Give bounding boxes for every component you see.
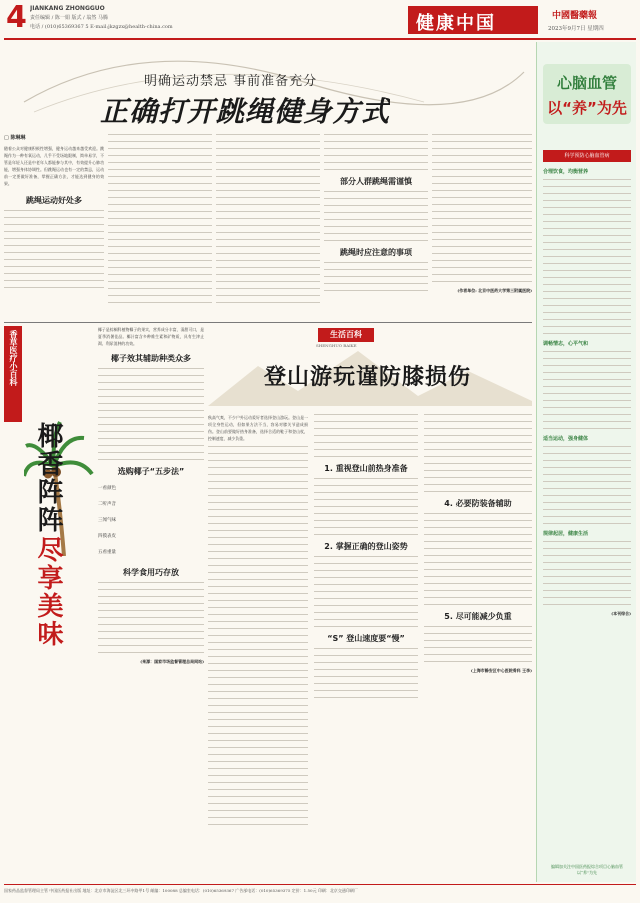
vertical-tag-text: 香草医疗小百科 (9, 330, 18, 386)
exercise-title: 跳绳运动好处多 (26, 196, 82, 205)
col-5 (432, 134, 532, 320)
intro-text: 随着公众对健康积极性增强，健身运动越来越受欢迎。跳绳作为一种有氧运动，几乎不受场地限制，简单易学，不管是年轻人还是中老年人都能参与其中，有效提升心肺功能，增强身体协调性。但跳绳运动也有一定的禁忌，运动前一定要做好准备，掌握正确方法，才能达到健身的效果。 (4, 146, 104, 186)
sidebar-item-1: 合理饮食，均衡营养 (543, 169, 589, 175)
hiking-sub-5: 5. 尽可能减少负重 (444, 612, 512, 621)
col-1 (4, 134, 104, 320)
col-3 (216, 134, 320, 320)
hiking-sub-1: 1. 重视登山前热身准备 (324, 464, 408, 473)
sidebar-item-4: 规律起居，健康生活 (543, 531, 589, 537)
footer-rule (4, 884, 636, 885)
header (0, 0, 640, 40)
step-5: 五看重量 (98, 550, 116, 555)
sidebar-title-2: 以“养”为先 (547, 99, 627, 117)
headline: 正确打开跳绳健身方式 (100, 95, 391, 128)
sidebar-box1: 科学预防心脑血管病 (543, 150, 631, 162)
banner-divider (4, 322, 532, 323)
date-line: 2023年9月7日 星期四 (548, 26, 604, 32)
life-tag-pinyin: SHENGHUO BAIKE (316, 343, 357, 348)
section-pinyin: JIANKANG ZHONGGUO (30, 5, 105, 12)
header-rule (4, 38, 636, 40)
suitable-title: 部分人群跳绳需谨慎 (340, 177, 412, 186)
life-tag (318, 328, 374, 342)
sidebar-content (543, 166, 631, 856)
kicker: 明确运动禁忌 事前准备充分 (144, 74, 318, 89)
coconut-vertical-tag (4, 326, 22, 422)
coconut-body-col-a (98, 326, 204, 882)
coconut-article (4, 326, 204, 882)
sidebar-item-3: 适当运动，强身健体 (543, 436, 589, 442)
coconut-intro: 椰子是棕榈科植物椰子的果实，营养成分丰富，清甜可口，是夏季消暑佳品。椰汁富含多种维生素和矿物质，具有生津止渴、利尿消肿的功效。 (98, 327, 204, 346)
hiking-col-a (208, 414, 308, 882)
coconut-section-1: 椰子效其辅助种类众多 (111, 354, 191, 363)
reporter: □ 陈琳琳 (4, 135, 26, 141)
sidebar-item-2: 调畅情志，心平气和 (543, 341, 589, 347)
life-tag-text: 生活百科 (330, 330, 362, 339)
footer-text: 国家药品监督管理局主管 中国医药报社出版 地址：北京市海淀区北三环中路甲1号 邮编：100088 总编室电话：(010)65369367 广告部电话：(010)65369375 定价：1.50元 印刷：北京交通印刷厂 (4, 888, 358, 893)
hiking-sub-3: “S” 登山速度要“慢” (327, 634, 405, 643)
column-header-bar (408, 6, 538, 34)
step-2: 二听声音 (98, 502, 116, 507)
hiking-col-b (314, 414, 418, 882)
banner-author: (作者单位: 北京中医药大学第三附属医院) (457, 288, 532, 293)
column-title: 健康中国 (416, 13, 496, 34)
hiking-sub-2: 2. 掌握正确的登山姿势 (324, 542, 408, 551)
hiking-sub-4: 4. 必要防装备辅助 (444, 499, 512, 508)
sidebar-author: (本刊综合) (611, 611, 631, 616)
paper-logo: 中國醫藥報 (552, 11, 598, 21)
notes-title: 跳绳时应注意的事项 (340, 248, 412, 257)
col-4 (324, 134, 428, 320)
sidebar (536, 42, 636, 882)
col-2 (108, 134, 212, 320)
coconut-headline-2: 尽享美味 (33, 536, 63, 648)
sidebar-title-1: 心脑血管 (556, 74, 617, 92)
coconut-section-2: 选购椰子“五步法” (117, 467, 185, 476)
hiking-headline: 登山游玩谨防膝损伤 (264, 365, 472, 390)
jump-rope-article (4, 42, 532, 320)
sidebar-title-box (543, 64, 631, 124)
step-3: 三闻气味 (98, 518, 116, 523)
editor-line: 责任编辑 / 陈一娟 版式 / 翁然 马腾 (30, 15, 108, 21)
sidebar-footer: 编辑加关注中国医药报综合项目心脑血管以“养”为先 (551, 864, 623, 875)
hiking-article (208, 326, 532, 882)
step-4: 四摸表皮 (98, 534, 116, 539)
hiking-intro: 秋高气爽，不少户外运动爱好者选择登山游玩。登山是一项全身性运动，但如果方法不当，容易对膝关节造成损伤。登山前要做好热身准备，选择合适的鞋子和登山杖，控制速度，减少负重。 (208, 415, 308, 441)
coconut-source: (来源：国家市场监督管理总局网站) (140, 659, 204, 664)
hiking-author: (上海市静安区中心医院骨科 王李) (470, 668, 532, 673)
coconut-section-3: 科学食用巧存放 (123, 568, 179, 577)
hiking-col-c (424, 414, 532, 882)
coconut-headline-1: 椰香阵阵 (33, 422, 63, 534)
page-number: 4 (6, 2, 27, 34)
step-1: 一看颜色 (98, 486, 116, 491)
exercise-body (4, 210, 104, 288)
phone-line: 电话 / (010)65369367 5 E-mail:jkzgzx@health-china.com (30, 24, 173, 30)
